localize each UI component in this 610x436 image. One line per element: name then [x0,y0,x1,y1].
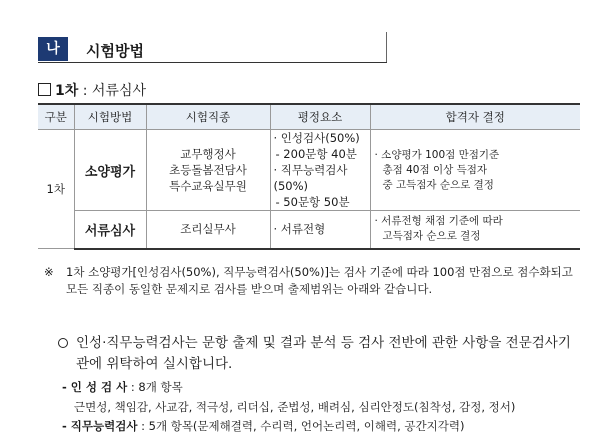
personality-desc: : 8개 항목 [127,380,183,394]
element-item: · 인성검사(50%) [273,131,360,145]
note-mark: ※ [44,265,54,279]
circle-bullet-icon [58,338,68,348]
stage-num: 1차 [55,83,79,99]
ability-desc: : 5개 항목(문제해결력, 수리력, 언어논리력, 이해력, 공간지각력) [137,419,465,433]
job-item: 교무행정사 [180,147,236,161]
header-result: 합격자 결정 [370,104,580,130]
section-badge: 나 [38,37,68,61]
exam-method-table [38,103,580,250]
header-method: 시험방법 [74,104,146,130]
method-cell: 서류심사 [74,211,146,249]
header-stage: 구분 [38,104,74,130]
element-item: · 직무능력검사(50%) [273,163,348,193]
personality-traits: 근면성, 책임감, 사교감, 적극성, 리더십, 준법성, 배려심, 심리안정도(침착성, 감정, 정서) [74,400,516,414]
ability-label: - 직무능력검사 [62,419,138,433]
header-jobs: 시험직종 [146,104,270,130]
ability-test-line [62,418,464,434]
result-line: 중 고득점자 순으로 결정 [382,178,494,191]
element-item: - 50문항 50분 [275,195,350,209]
title-divider [386,32,387,63]
elements-cell: · 서류전형 [270,211,370,249]
result-line: · 소양평가 100점 만점기준 [374,148,500,161]
job-item: 특수교육실무원 [169,179,247,193]
table-row [38,130,580,211]
result-line: 총점 40점 이상 득점자 [382,163,488,176]
jobs-cell: 조리실무사 [146,211,270,249]
checkbox-square-icon [38,83,51,96]
element-item: - 200문항 40분 [275,147,357,161]
stage-heading [38,80,146,100]
header-elements: 평정요소 [270,104,370,130]
title-underline [38,62,387,63]
personality-label: - 인 성 검 사 [62,380,128,394]
note-text: 1차 소양평가[인성검사(50%), 직무능력검사(50%)]는 검사 기준에 따라 100점 만점으로 점수화되고 모든 직종이 동일한 문제지로 검사를 받으며 출제범위는 아래와 같습니다. [66,265,573,296]
jobs-cell [146,130,270,211]
personality-test-line [62,379,183,395]
job-item: 초등돌봄전담사 [169,163,247,177]
table-header-row [38,104,580,130]
result-cell [370,211,580,249]
stage-name: 서류심사 [91,83,146,99]
result-line: · 서류전형 채점 기준에 따라 [374,215,503,228]
table-row [38,211,580,249]
stage-sep: : [78,83,92,99]
stage-cell: 1차 [38,130,74,249]
result-line: 고득점자 순으로 결정 [382,230,481,243]
result-cell [370,130,580,211]
elements-cell [270,130,370,211]
note-paragraph [44,264,579,298]
bullet-paragraph [58,333,578,375]
bullet-text: 인성·직무능력검사는 문항 출제 및 결과 분석 등 검사 전반에 관한 사항을 전문검사기관에 위탁하여 실시합니다. [76,335,571,372]
method-cell: 소양평가 [74,130,146,211]
section-title: 시험방법 [86,42,144,60]
